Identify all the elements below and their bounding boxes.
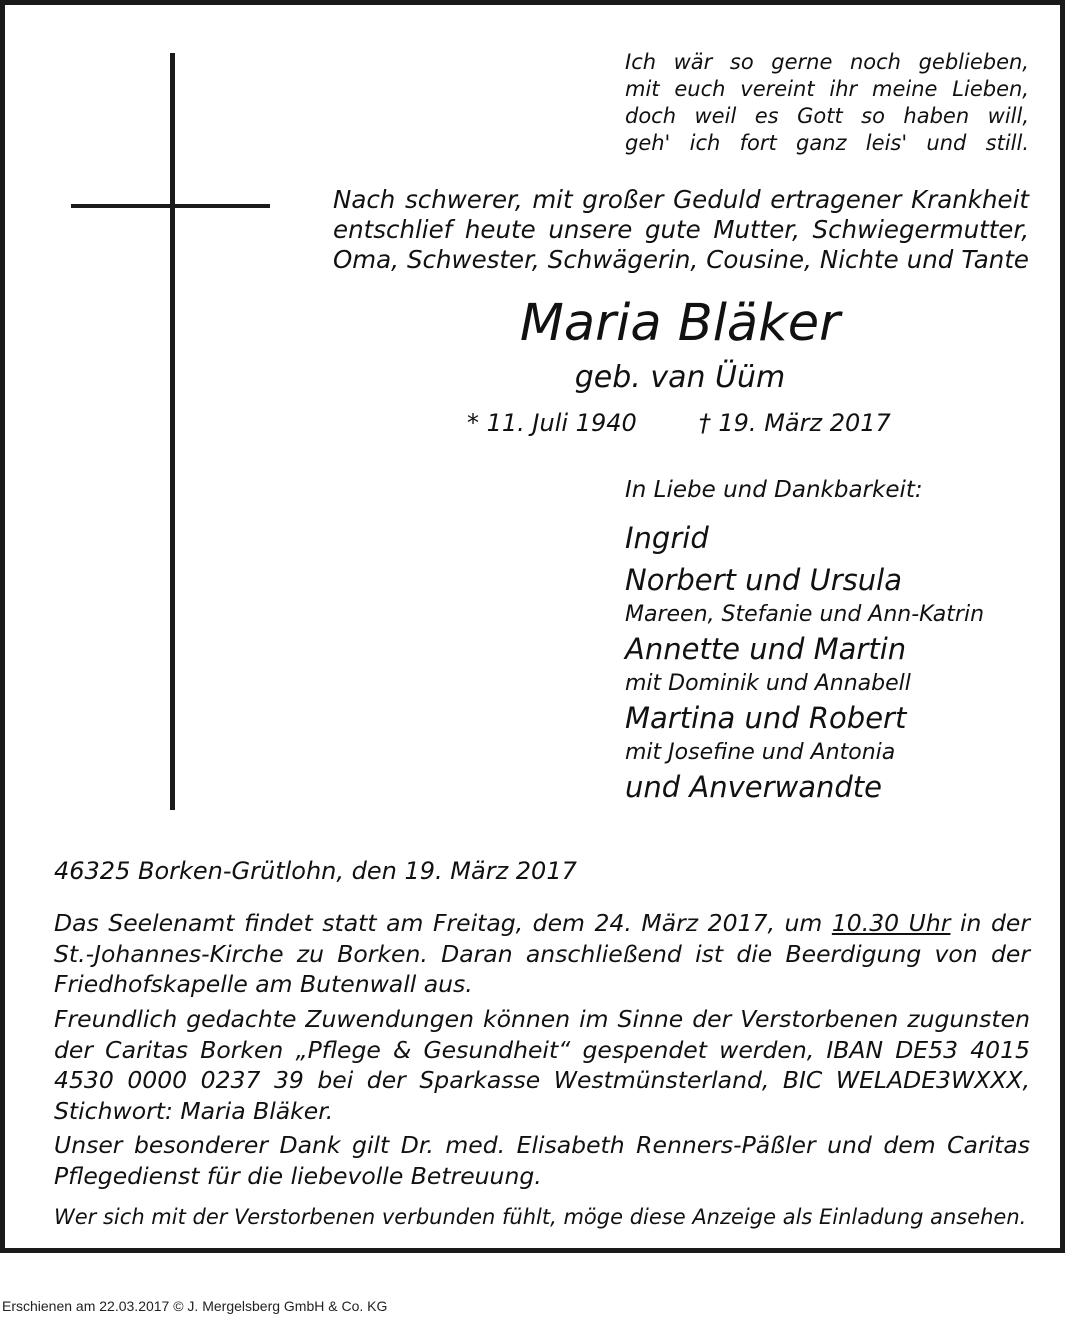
- death-date: † 19. März 2017: [698, 409, 891, 437]
- mourner-group: [625, 766, 1045, 808]
- life-dates: [467, 407, 891, 439]
- mourner-children: mit Dominik und Annabell: [625, 671, 911, 696]
- deceased-name: Maria Bläker: [519, 294, 841, 353]
- mourners-heading: In Liebe und Dankbarkeit:: [625, 477, 923, 503]
- mourner-group: [625, 628, 1045, 697]
- poem: [625, 49, 1029, 157]
- poem-line: mit euch vereint ihr meine Lieben,: [625, 77, 1029, 101]
- service-text-before: Das Seelenamt findet statt am Freitag, dem 24. März 2017, um: [54, 909, 832, 937]
- thanks-note: Unser besonderer Dank gilt Dr. med. Elisabeth Renners-Päßler und dem Caritas Pflegedienst für die liebevolle Betreuung.: [54, 1131, 1030, 1190]
- poem-line: geh' ich fort ganz leis' und still.: [625, 131, 1029, 155]
- intro-line: Nach schwerer, mit großer Geduld ertragener Krankheit: [333, 185, 1029, 214]
- service-info: [54, 908, 1030, 1000]
- birth-date: * 11. Juli 1940: [467, 409, 637, 437]
- poem-line: Ich wär so gerne noch geblieben,: [625, 50, 1029, 74]
- maiden-name: geb. van Üüm: [574, 360, 786, 395]
- mourner-names: Annette und Martin: [625, 632, 907, 666]
- place-and-date: 46325 Borken-Grütlohn, den 19. März 2017: [54, 857, 577, 885]
- cross-vertical-bar: [170, 53, 175, 810]
- mourner-children: mit Josefine und Antonia: [625, 740, 896, 765]
- closing-note: Wer sich mit der Verstorbenen verbunden fühlt, möge diese Anzeige als Einladung ansehen.: [54, 1205, 1027, 1229]
- mourner-names: Norbert und Ursula: [625, 563, 902, 597]
- publication-footer: Erschienen am 22.03.2017 © J. Mergelsberg GmbH & Co. KG: [2, 1298, 388, 1314]
- mourner-children: Mareen, Stefanie und Ann-Katrin: [625, 602, 985, 627]
- mourner-group: [625, 517, 1045, 559]
- mourner-names: Martina und Robert: [625, 701, 907, 735]
- poem-line: doch weil es Gott so haben will,: [625, 104, 1029, 128]
- service-text-after: in der St.-Johannes-Kirche zu Borken. Daran anschließend ist die Beerdigung von der Friedhofskapelle am Butenwall aus.: [54, 909, 1030, 998]
- mourner-names: Ingrid: [625, 521, 709, 555]
- mourners-list: [625, 475, 1045, 808]
- cross-horizontal-bar: [71, 204, 270, 208]
- mourner-group: [625, 559, 1045, 628]
- mourner-names: und Anverwandte: [625, 770, 883, 804]
- intro-text: [333, 185, 1029, 275]
- mourner-group: [625, 697, 1045, 766]
- donation-info: Freundlich gedachte Zuwendungen können im Sinne der Verstorbenen zugunsten der Caritas Borken „Pflege & Gesundheit“ gespendet werden, IBAN DE53 4015 4530 0000 0237 39 bei der Sparkasse Westmünsterland, BIC WELADE3WXXX, Stichwort: Maria Bläker.: [54, 1005, 1030, 1125]
- intro-line: Oma, Schwester, Schwägerin, Cousine, Nichte und Tante: [333, 245, 1029, 274]
- intro-line: entschlief heute unsere gute Mutter, Schwiegermutter,: [333, 215, 1029, 244]
- service-time: 10.30 Uhr: [831, 909, 951, 937]
